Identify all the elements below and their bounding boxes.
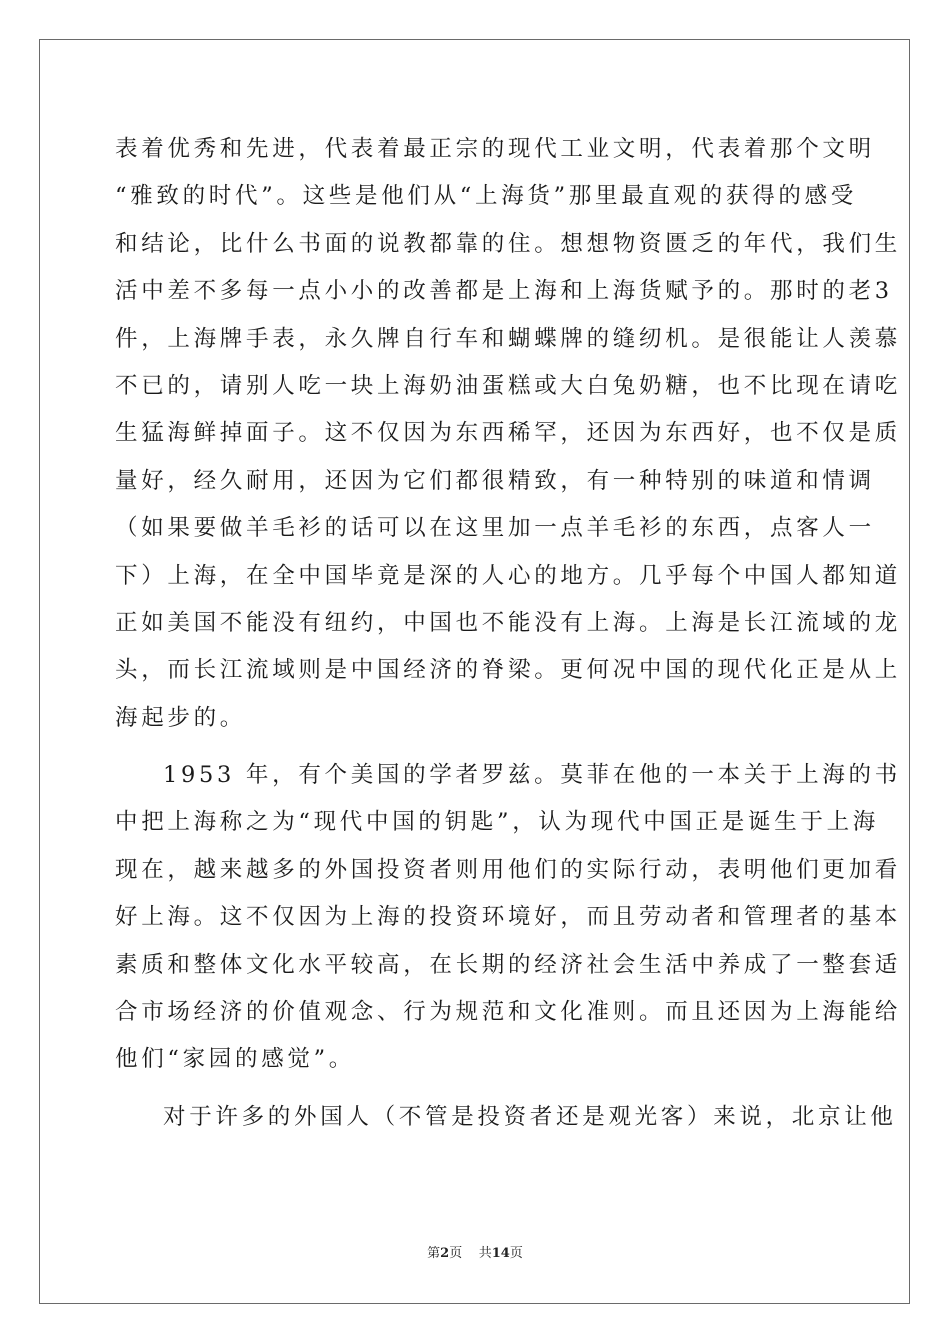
paragraph-1 [115,126,902,742]
text-line: 生猛海鲜掉面子。这不仅因为东西稀罕，还因为东西好，也不仅是质 [115,420,902,447]
page-prefix: 第 [427,1246,441,1261]
text-line: 头，而长江流域则是中国经济的脊梁。更何况中国的现代化正是从上 [115,657,902,684]
text-line: 不已的，请别人吃一块上海奶油蛋糕或大白兔奶糖，也不比现在请吃 [115,372,902,399]
text-line: 1953 年，有个美国的学者罗兹。莫菲在他的一本关于上海的书 [163,762,901,789]
page-number: 2 [440,1246,450,1261]
paragraph-spacer [115,742,831,752]
document-body [115,126,902,1141]
text-line: 量好，经久耐用，还因为它们都很精致，有一种特别的味道和情调 [115,467,875,494]
paragraph-2 [115,752,902,1084]
text-line: 素质和整体文化水平较高，在长期的经济社会生活中养成了一整套适 [115,951,902,978]
text-line: 和结论，比什么书面的说教都靠的住。想想物资匮乏的年代，我们生 [115,230,902,257]
text-line: 合市场经济的价值观念、行为规范和文化准则。而且还因为上海能给 [115,999,902,1026]
text-line: “雅致的时代”。这些是他们从“上海货”那里最直观的获得的感受 [115,183,858,210]
text-line: 他们“家园的感觉”。 [115,1046,356,1073]
text-line: 好上海。这不仅因为上海的投资环境好，而且劳动者和管理者的基本 [115,904,902,931]
total-pages: 14 [491,1246,510,1261]
paragraph-spacer [115,1084,831,1094]
text-line: 对于许多的外国人（不管是投资者还是观光客）来说，北京让他 [163,1103,897,1130]
text-line: 正如美国不能没有纽约，中国也不能没有上海。上海是长江流域的龙 [115,609,902,636]
text-line: 现在，越来越多的外国投资者则用他们的实际行动，表明他们更加看 [115,856,902,883]
paragraph-3 [115,1094,897,1141]
text-line: 表着优秀和先进，代表着最正宗的现代工业文明，代表着那个文明 [115,136,875,162]
page-suffix: 页 [449,1246,463,1261]
total-prefix: 共 [478,1246,492,1261]
text-line: 件，上海牌手表，永久牌自行车和蝴蝶牌的缝纫机。是很能让人羡慕 [115,325,902,352]
text-line: （如果要做羊毛衫的话可以在这里加一点羊毛衫的东西，点客人一 [115,515,875,542]
total-suffix: 页 [509,1246,523,1261]
text-line: 海起步的。 [115,704,247,731]
text-line: 活中差不多每一点小小的改善都是上海和上海货赋予的。那时的老3 [115,278,893,305]
text-line: 中把上海称之为“现代中国的钥匙”，认为现代中国正是诞生于上海 [115,809,880,836]
page-footer [0,1245,950,1263]
text-line: 下）上海，在全中国毕竟是深的人心的地方。几乎每个中国人都知道 [115,562,902,589]
